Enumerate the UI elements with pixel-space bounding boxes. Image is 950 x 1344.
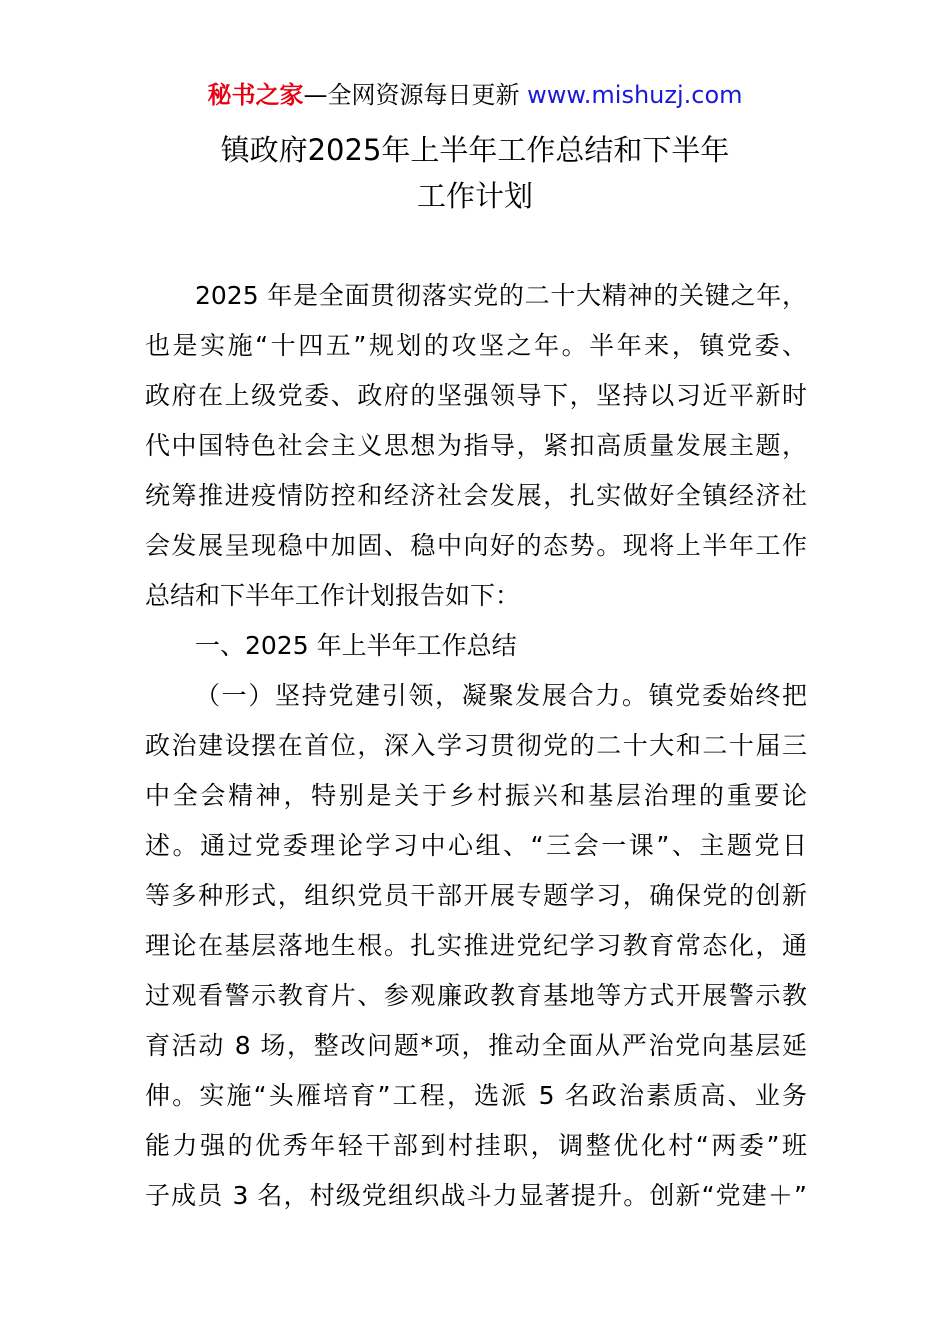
intro-line-6: 会发展呈现稳中加固、稳中向好的态势。现将上半年工作 [145,531,807,560]
intro-line-5: 统筹推进疫情防控和经济社会发展，扎实做好全镇经济社 [145,481,807,510]
intro-line-4: 代中国特色社会主义思想为指导，紧扣高质量发展主题， [145,431,807,460]
item1-line-9: 伸。实施“头雁培育”工程，选派 5 名政治素质高、业务 [145,1081,807,1110]
document-title-line-1: 镇政府2025年上半年工作总结和下半年 [220,133,730,167]
item1-line-4: 述。通过党委理论学习中心组、“三会一课”、主题党日 [145,831,807,860]
item1-line-6: 理论在基层落地生根。扎实推进党纪学习教育常态化，通 [145,931,807,960]
intro-line-2: 也是实施“十四五”规划的攻坚之年。半年来，镇党委、 [145,331,807,360]
site-header [0,78,950,112]
header-tagline: —全网资源每日更新 [303,81,528,109]
brand-name: 秘书之家 [207,81,304,109]
document-title-line-2: 工作计划 [416,179,533,213]
item1-line-11: 子成员 3 名，村级党组织战斗力显著提升。创新“党建＋” [145,1181,807,1210]
item1-line-1: （一）坚持党建引领，凝聚发展合力。镇党委始终把 [195,681,807,710]
item1-line-5: 等多种形式，组织党员干部开展专题学习，确保党的创新 [145,881,807,910]
item1-line-7: 过观看警示教育片、参观廉政教育基地等方式开展警示教 [145,981,807,1010]
site-url-link[interactable]: www.mishuzj.com [527,81,743,109]
item1-line-10: 能力强的优秀年轻干部到村挂职，调整优化村“两委”班 [145,1131,807,1160]
item1-line-2: 政治建设摆在首位，深入学习贯彻党的二十大和二十届三 [145,731,807,760]
intro-line-1: 2025 年是全面贯彻落实党的二十大精神的关键之年， [195,281,807,310]
item1-line-3: 中全会精神，特别是关于乡村振兴和基层治理的重要论 [145,781,807,810]
section-heading: 一、2025 年上半年工作总结 [195,631,517,660]
item1-line-8: 育活动 8 场，整改问题*项，推动全面从严治党向基层延 [145,1031,807,1060]
intro-line-7: 总结和下半年工作计划报告如下： [145,581,521,610]
intro-line-3: 政府在上级党委、政府的坚强领导下，坚持以习近平新时 [145,381,807,410]
